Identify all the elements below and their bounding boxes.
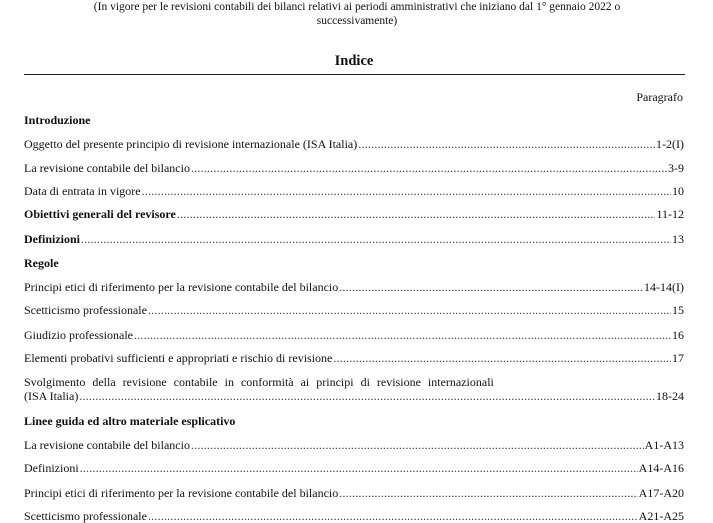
toc-entry-paragraphs: A17-A20 xyxy=(638,486,684,500)
toc-entry-paragraphs: 16 xyxy=(672,328,684,342)
toc-entry-paragraphs: 11-12 xyxy=(656,207,684,221)
toc-entry[interactable] xyxy=(24,461,684,475)
toc-entry-paragraphs: A1-A13 xyxy=(644,438,684,452)
effective-date-line-1: (In vigore per le revisioni contabili dei bilanci relativi ai periodi amministrativi che iniziano dal 1° gennaio 2022 o xyxy=(93,1,621,13)
toc-entry[interactable] xyxy=(24,303,684,317)
toc-entry-paragraphs: A14-A16 xyxy=(638,461,684,475)
dot-leader xyxy=(148,303,671,317)
toc-entry-label: Scetticismo professionale xyxy=(24,303,147,317)
toc-entry-objectives[interactable] xyxy=(24,207,684,221)
toc-entry[interactable] xyxy=(24,486,684,500)
toc-entry[interactable] xyxy=(24,184,684,198)
toc-entry-label: Oggetto del presente principio di revisione internazionale (ISA Italia) xyxy=(24,137,358,151)
toc-entry-label: Giudizio professionale xyxy=(24,328,133,342)
effective-date-note xyxy=(28,0,686,28)
dot-leader xyxy=(191,438,644,452)
toc-entry-label: Data di entrata in vigore xyxy=(24,184,141,198)
toc-entry[interactable] xyxy=(24,351,684,365)
toc-entry-paragraphs: A21-A25 xyxy=(638,509,684,523)
toc-entry-label: La revisione contabile del bilancio xyxy=(24,438,190,452)
dot-leader xyxy=(358,137,655,151)
toc-entry-paragraphs: 14-14(I) xyxy=(644,280,684,294)
toc-entry-label: Principi etici di riferimento per la revisione contabile del bilancio xyxy=(24,486,339,500)
toc-entry-paragraphs: 3-9 xyxy=(668,161,684,175)
toc-entry[interactable] xyxy=(24,328,684,342)
dot-leader xyxy=(191,161,667,175)
toc-entry-label: Scetticismo professionale xyxy=(24,509,147,523)
index-title: Indice xyxy=(334,53,374,69)
section-heading-guidance: Linee guida ed altro materiale esplicativo xyxy=(24,414,236,428)
dot-leader xyxy=(339,486,637,500)
toc-entry-label: Definizioni xyxy=(24,232,80,246)
toc-entry-multiline[interactable] xyxy=(24,375,684,403)
toc-entry-paragraphs: 15 xyxy=(672,303,684,317)
dot-leader xyxy=(148,509,638,523)
dot-leader xyxy=(333,351,671,365)
toc-entry-paragraphs: 18-24 xyxy=(656,389,684,403)
title-divider xyxy=(24,74,685,75)
toc-entry-label-line-1: Svolgimento della revisione contabile in conformità ai principi di revisione internazionali xyxy=(24,375,494,389)
dot-leader xyxy=(339,280,643,294)
toc-entry-label: Elementi probativi sufficienti e appropriati e rischio di revisione xyxy=(24,351,333,365)
section-heading-rules: Regole xyxy=(24,256,59,270)
paragraph-column-header: Paragrafo xyxy=(636,90,683,104)
toc-entry-label-line-2: (ISA Italia) xyxy=(24,389,79,403)
toc-entry[interactable] xyxy=(24,161,684,175)
toc-entry[interactable] xyxy=(24,438,684,452)
effective-date-line-2: successivamente) xyxy=(316,15,398,27)
toc-entry[interactable] xyxy=(24,280,684,294)
toc-entry-label: Definizioni xyxy=(24,461,79,475)
toc-entry-label: La revisione contabile del bilancio xyxy=(24,161,190,175)
section-heading-introduction: Introduzione xyxy=(24,113,91,127)
toc-entry-definitions[interactable] xyxy=(24,232,684,246)
dot-leader xyxy=(142,184,671,198)
toc-entry[interactable] xyxy=(24,137,684,151)
toc-entry[interactable] xyxy=(24,509,684,523)
dot-leader xyxy=(134,328,671,342)
toc-entry-label: Obiettivi generali del revisore xyxy=(24,207,176,221)
dot-leader xyxy=(80,461,638,475)
dot-leader xyxy=(79,389,655,403)
toc-entry-paragraphs: 10 xyxy=(672,184,684,198)
dot-leader xyxy=(177,207,656,221)
toc-entry-paragraphs: 1-2(I) xyxy=(656,137,684,151)
toc-entry-paragraphs: 13 xyxy=(672,232,684,246)
toc-entry-label: Principi etici di riferimento per la revisione contabile del bilancio xyxy=(24,280,339,294)
dot-leader xyxy=(81,232,671,246)
toc-entry-paragraphs: 17 xyxy=(672,351,684,365)
